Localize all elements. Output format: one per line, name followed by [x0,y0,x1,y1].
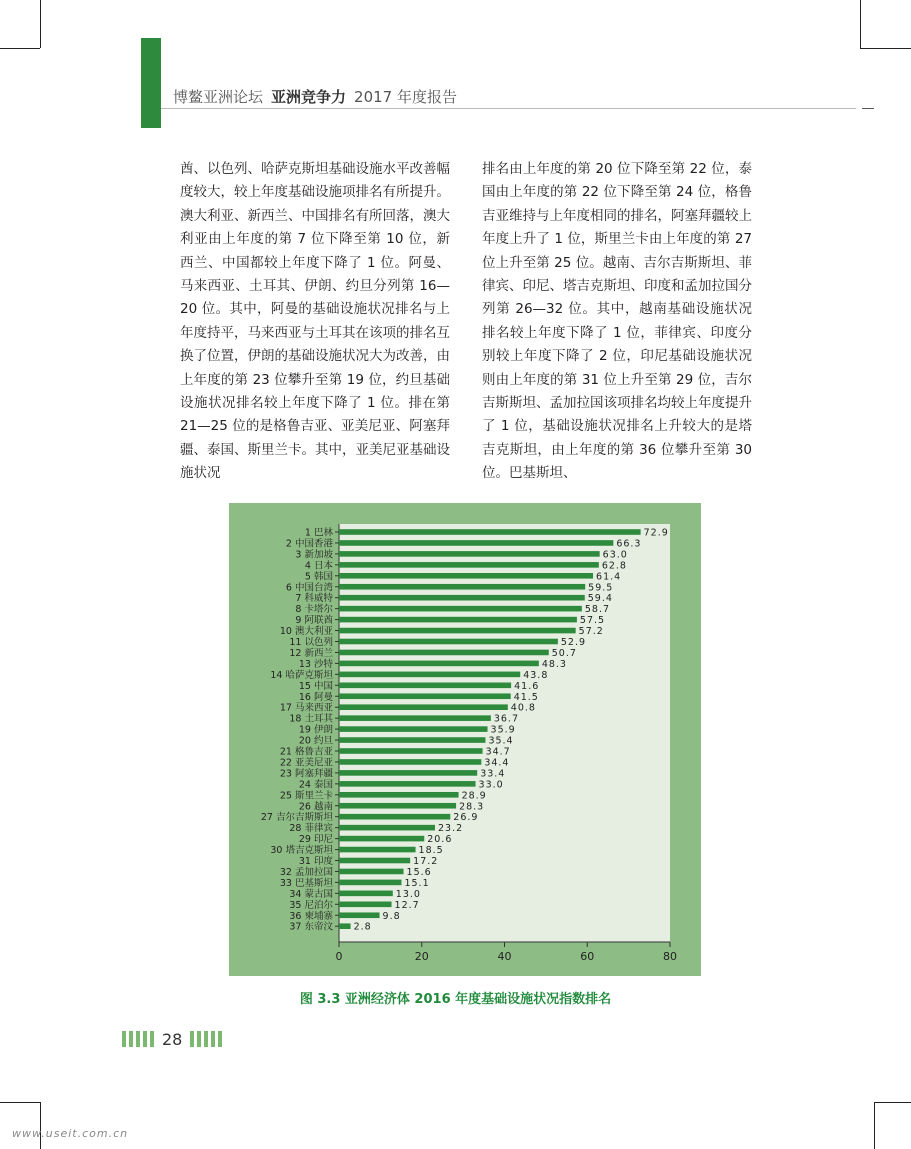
data-label: 18.5 [418,845,444,857]
category-label: 21 格鲁吉亚 [279,746,333,758]
data-label: 33.0 [478,779,504,791]
header-rule-end [862,108,874,109]
category-label: 32 孟加拉国 [279,866,333,878]
category-label: 22 亚美尼亚 [279,757,333,769]
category-label: 5 韩国 [304,571,333,583]
bar [339,748,483,754]
data-label: 63.0 [602,549,628,561]
bar [339,891,393,897]
bar [339,595,585,601]
bar [339,639,558,645]
x-tick-label: 20 [414,950,429,963]
data-label: 52.9 [560,637,587,648]
page-number-decoration-right [190,1031,222,1047]
header-title: 亚洲竞争力 [271,88,347,106]
data-label: 61.4 [596,571,622,583]
header-accent-tab [141,38,161,128]
data-label: 59.5 [588,582,614,594]
header-rule [161,108,856,109]
data-label: 17.2 [413,856,439,867]
page-number-block [122,1030,222,1048]
data-label: 23.2 [437,823,464,835]
category-label: 23 阿塞拜疆 [279,768,333,780]
category-label: 20 约旦 [298,735,333,747]
data-label: 59.4 [587,593,613,605]
bar [339,650,549,656]
bar [339,584,585,590]
header-forum: 博鳌亚洲论坛 [173,88,264,106]
watermark: www.useit.com.cn [12,1127,129,1140]
x-tick-label: 0 [335,950,343,963]
bar [339,628,576,634]
data-label: 35.9 [490,724,516,736]
bar [339,737,485,743]
data-label: 48.3 [541,658,567,670]
bar [339,858,410,864]
bar [339,693,511,699]
crop-mark [860,48,911,49]
data-label: 20.6 [427,834,453,846]
category-label: 17 马来西亚 [279,702,333,714]
data-label: 28.3 [459,801,485,813]
category-label: 29 印尼 [298,834,333,846]
crop-mark [860,0,861,48]
category-label: 30 塔吉克斯坦 [270,845,333,857]
chart-frame [229,503,701,976]
data-label: 66.3 [616,538,642,550]
category-label: 2 中国香港 [285,538,333,550]
data-label: 9.8 [382,910,401,922]
category-label: 14 哈萨克斯坦 [270,669,333,681]
crop-mark [0,48,40,49]
data-label: 13.0 [395,888,421,900]
data-label: 28.9 [461,790,487,802]
bar [339,814,450,820]
category-label: 8 卡塔尔 [295,604,333,616]
bar [339,792,459,798]
crop-mark [874,1102,875,1149]
category-label: 16 阿曼 [298,691,333,703]
data-label: 43.8 [523,669,549,681]
data-label: 12.7 [394,899,420,911]
category-label: 33 巴基斯坦 [279,877,333,889]
header-report: 2017 年度报告 [354,88,457,106]
figure-caption: 图 3.3 亚洲经济体 2016 年度基础设施状况指数排名 [299,992,612,1007]
category-label: 26 越南 [298,801,333,813]
data-label: 58.7 [584,604,611,616]
bar [339,847,416,853]
data-label: 34.4 [484,757,510,769]
crop-mark [40,0,41,48]
x-tick-label: 80 [663,950,677,963]
data-label: 57.2 [578,626,604,638]
bar [339,781,476,787]
category-label: 19 伊朗 [298,724,333,736]
bar [339,683,511,689]
bar-chart [229,503,701,976]
bar [339,726,488,732]
category-label: 31 印度 [298,856,333,867]
bar [339,562,599,568]
bar [339,661,539,667]
category-label: 25 斯里兰卡 [279,790,333,802]
data-label: 2.8 [353,921,372,933]
bar [339,704,508,710]
category-label: 3 新加坡 [295,549,333,561]
bar [339,825,435,831]
category-label: 10 澳大利亚 [279,626,333,638]
data-label: 72.9 [643,527,669,539]
bar [339,672,520,678]
data-label: 35.4 [488,735,514,747]
bar [339,803,456,809]
category-label: 7 科威特 [295,593,333,605]
page-number: 28 [162,1029,183,1049]
category-label: 18 土耳其 [289,713,333,725]
category-label: 12 新西兰 [289,647,333,659]
running-header [173,86,457,107]
crop-mark [0,1102,40,1103]
category-label: 34 蒙古国 [289,888,333,900]
page-number-decoration-left [122,1031,154,1047]
bar [339,869,404,875]
bar [339,551,600,557]
bar [339,529,641,535]
category-label: 36 柬埔寨 [289,910,333,922]
category-label: 9 阿联酋 [295,615,333,627]
bar [339,573,593,579]
crop-mark [874,1102,911,1103]
category-label: 24 泰国 [298,779,333,791]
category-label: 6 中国台湾 [285,582,333,594]
category-label: 4 日本 [304,560,333,572]
data-label: 57.5 [579,615,606,627]
data-label: 15.6 [406,866,432,878]
bar [339,617,577,623]
category-label: 28 菲律宾 [289,823,333,835]
crop-mark [40,1102,41,1149]
data-label: 15.1 [404,877,430,889]
x-tick-label: 60 [580,950,595,963]
bar [339,606,582,612]
bar [339,770,477,776]
bar [339,715,491,721]
x-tick-label: 40 [497,950,512,963]
body-text-left-column: 酋、以色列、哈萨克斯坦基础设施水平改善幅度较大，较上年度基础设施项排名有所提升。澳大利亚、新西兰、中国排名有所回落，澳大利亚由上年度的第 7 位下降至第 10 位，新西兰、中国都较上年度下降了 1 位。阿曼、马来西亚、土耳其、伊朗、约旦分列第 16—20 位。其中，阿曼的基础设施状况排名与上年度持平，马来西亚与土耳其在该项的排名互换了位置，伊朗的基础设施状况大为改善，由上年度的第 23 位攀升至第 19 位，约旦基础设施状况排名较上年度下降了 1 位。排在第 21—25 位的是格鲁吉亚、亚美尼亚、阿塞拜疆、泰国、斯里兰卡。其中，亚美尼亚基础设施状况 [180,161,450,482]
body-text-right-column: 排名由上年度的第 20 位下降至第 22 位，泰国由上年度的第 22 位下降至第 24 位，格鲁吉亚维持与上年度相同的排名，阿塞拜疆较上年度上升了 1 位，斯里兰卡由上年度的第 27 位上升至第 25 位。越南、吉尔吉斯斯坦、菲律宾、印尼、塔吉克斯坦、印度和孟加拉国分列第 26—32 位。其中，越南基础设施状况排名较上年度下降了 1 位，菲律宾、印度分别较上年度下降了 2 位，印尼基础设施状况则由上年度的第 31 位上升至第 29 位，吉尔吉斯斯坦、孟加拉国该项排名均较上年度提升了 1 位，基础设施状况排名上升较大的是塔吉克斯坦，由上年度的第 36 位攀升至第 30 位。巴基斯坦、 [482,161,752,482]
data-label: 41.6 [514,680,540,692]
category-label: 1 巴林 [304,527,333,539]
data-label: 36.7 [493,713,520,725]
bar [339,923,351,929]
data-label: 40.8 [510,702,536,714]
bar [339,540,613,546]
data-label: 26.9 [453,812,479,824]
bar [339,880,401,886]
data-label: 50.7 [551,647,577,659]
bar [339,912,380,918]
data-label: 41.5 [513,691,539,703]
bar [339,902,392,908]
category-label: 11 以色列 [289,637,333,648]
data-label: 34.7 [485,746,511,758]
category-label: 27 吉尔吉斯斯坦 [260,812,333,824]
category-label: 13 沙特 [298,658,333,670]
data-label: 33.4 [480,768,506,780]
bar [339,759,481,765]
category-label: 15 中国 [298,680,333,692]
data-label: 62.8 [601,560,627,572]
bar [339,836,424,842]
category-label: 37 东帝汶 [289,921,333,933]
category-label: 35 尼泊尔 [289,899,333,911]
